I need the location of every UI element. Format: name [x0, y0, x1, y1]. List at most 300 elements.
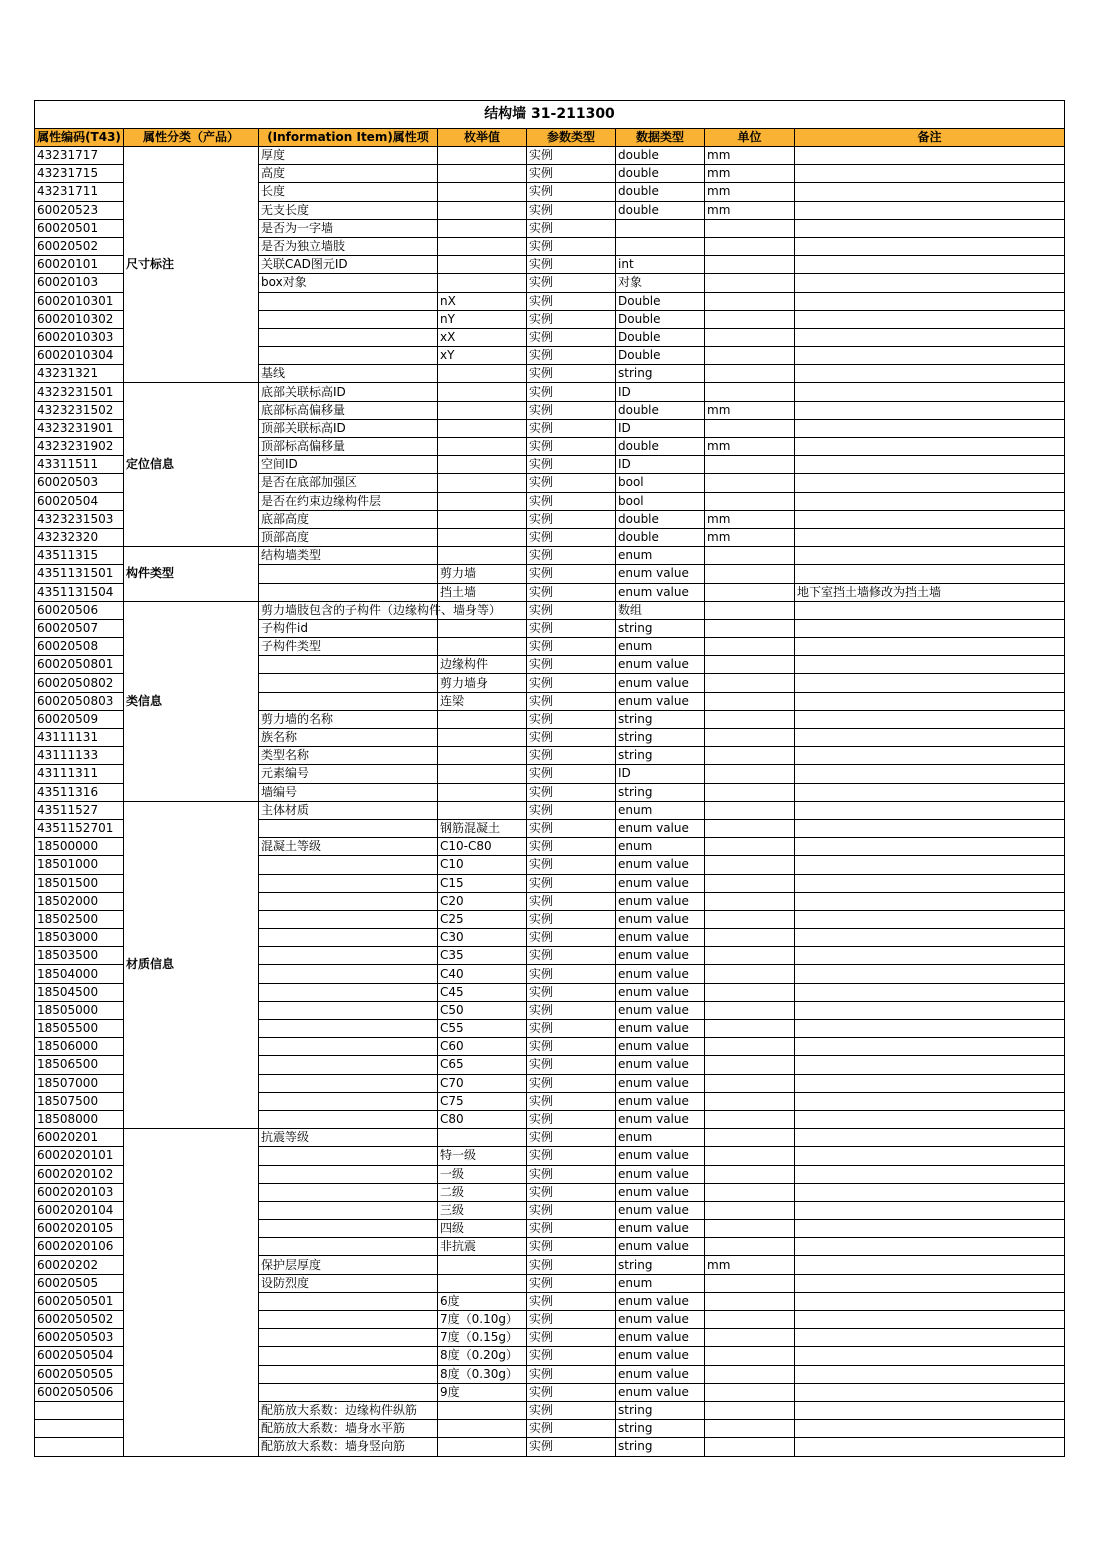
cell-enum: 钢筋混凝土	[438, 819, 527, 837]
cell-param-type: 实例	[527, 601, 616, 619]
cell-unit	[705, 237, 795, 255]
cell-code: 60020201	[35, 1129, 124, 1147]
cell-param-type: 实例	[527, 1329, 616, 1347]
cell-param-type: 实例	[527, 383, 616, 401]
cell-data-type: Double	[616, 347, 705, 365]
cell-data-type: enum	[616, 801, 705, 819]
cell-unit: mm	[705, 1256, 795, 1274]
cell-param-type: 实例	[527, 201, 616, 219]
cell-item	[259, 1038, 438, 1056]
cell-remark	[795, 383, 1065, 401]
cell-data-type: string	[616, 710, 705, 728]
cell-remark	[795, 638, 1065, 656]
cell-remark	[795, 237, 1065, 255]
cell-param-type: 实例	[527, 1147, 616, 1165]
cell-remark	[795, 547, 1065, 565]
cell-data-type: enum value	[616, 565, 705, 583]
cell-item: 族名称	[259, 729, 438, 747]
cell-unit	[705, 1038, 795, 1056]
cell-unit	[705, 310, 795, 328]
category-cell	[124, 1129, 259, 1456]
cell-unit	[705, 1420, 795, 1438]
cell-enum	[438, 383, 527, 401]
cell-data-type: string	[616, 619, 705, 637]
cell-remark	[795, 401, 1065, 419]
cell-enum	[438, 547, 527, 565]
cell-unit	[705, 1201, 795, 1219]
cell-data-type: enum value	[616, 1092, 705, 1110]
cell-remark	[795, 1056, 1065, 1074]
cell-enum: C65	[438, 1056, 527, 1074]
cell-enum: 8度（0.30g）	[438, 1365, 527, 1383]
cell-param-type: 实例	[527, 747, 616, 765]
cell-remark	[795, 929, 1065, 947]
cell-data-type: 对象	[616, 274, 705, 292]
cell-unit	[705, 1365, 795, 1383]
cell-item: 顶部高度	[259, 528, 438, 546]
cell-param-type: 实例	[527, 965, 616, 983]
cell-remark: 地下室挡土墙修改为挡土墙	[795, 583, 1065, 601]
cell-param-type: 实例	[527, 656, 616, 674]
cell-enum	[438, 419, 527, 437]
cell-code: 6002020103	[35, 1183, 124, 1201]
cell-param-type: 实例	[527, 619, 616, 637]
cell-enum	[438, 147, 527, 165]
cell-item	[259, 965, 438, 983]
cell-code: 43231321	[35, 365, 124, 383]
cell-code: 4351131501	[35, 565, 124, 583]
cell-item	[259, 1092, 438, 1110]
cell-remark	[795, 1038, 1065, 1056]
cell-item	[259, 929, 438, 947]
cell-enum	[438, 638, 527, 656]
cell-unit	[705, 983, 795, 1001]
cell-unit	[705, 765, 795, 783]
cell-param-type: 实例	[527, 765, 616, 783]
cell-enum	[438, 365, 527, 383]
cell-param-type: 实例	[527, 1056, 616, 1074]
cell-unit	[705, 1329, 795, 1347]
cell-unit	[705, 656, 795, 674]
cell-param-type: 实例	[527, 838, 616, 856]
cell-data-type: enum value	[616, 947, 705, 965]
cell-item	[259, 656, 438, 674]
cell-remark	[795, 1401, 1065, 1419]
cell-data-type: string	[616, 365, 705, 383]
cell-data-type: enum value	[616, 1311, 705, 1329]
table-body	[35, 147, 1065, 1457]
cell-remark	[795, 474, 1065, 492]
cell-code: 6002020102	[35, 1165, 124, 1183]
cell-code: 43511527	[35, 801, 124, 819]
cell-code: 6002010302	[35, 310, 124, 328]
cell-param-type: 实例	[527, 1256, 616, 1274]
cell-remark	[795, 1020, 1065, 1038]
cell-param-type: 实例	[527, 528, 616, 546]
cell-unit	[705, 347, 795, 365]
cell-unit	[705, 456, 795, 474]
cell-unit	[705, 801, 795, 819]
cell-data-type: enum value	[616, 892, 705, 910]
cell-data-type: string	[616, 1401, 705, 1419]
cell-item: 配筋放大系数：墙身竖向筋	[259, 1438, 438, 1456]
cell-item	[259, 1020, 438, 1038]
cell-item: 墙编号	[259, 783, 438, 801]
cell-enum: C10	[438, 856, 527, 874]
cell-enum	[438, 619, 527, 637]
cell-code: 43231711	[35, 183, 124, 201]
cell-enum: 特一级	[438, 1147, 527, 1165]
cell-data-type: enum value	[616, 1329, 705, 1347]
cell-code: 18501500	[35, 874, 124, 892]
cell-param-type: 实例	[527, 165, 616, 183]
cell-code: 6002020104	[35, 1201, 124, 1219]
cell-param-type: 实例	[527, 1201, 616, 1219]
cell-unit: mm	[705, 183, 795, 201]
cell-enum	[438, 256, 527, 274]
cell-code: 4323231501	[35, 383, 124, 401]
cell-code: 18507500	[35, 1092, 124, 1110]
cell-param-type: 实例	[527, 1183, 616, 1201]
cell-param-type: 实例	[527, 492, 616, 510]
cell-data-type: enum	[616, 547, 705, 565]
cell-code: 60020101	[35, 256, 124, 274]
cell-param-type: 实例	[527, 638, 616, 656]
table-row	[35, 801, 1065, 819]
cell-param-type: 实例	[527, 710, 616, 728]
cell-data-type: enum value	[616, 1001, 705, 1019]
cell-item: 底部高度	[259, 510, 438, 528]
cell-enum	[438, 801, 527, 819]
cell-data-type: double	[616, 201, 705, 219]
cell-remark	[795, 274, 1065, 292]
cell-item: 配筋放大系数：墙身水平筋	[259, 1420, 438, 1438]
cell-data-type: enum value	[616, 1056, 705, 1074]
cell-code: 60020503	[35, 474, 124, 492]
cell-unit	[705, 1274, 795, 1292]
cell-item	[259, 674, 438, 692]
cell-item	[259, 819, 438, 837]
cell-param-type: 实例	[527, 874, 616, 892]
cell-remark	[795, 1147, 1065, 1165]
cell-unit	[705, 601, 795, 619]
cell-item: 空间ID	[259, 456, 438, 474]
cell-code: 60020523	[35, 201, 124, 219]
cell-code: 43511315	[35, 547, 124, 565]
cell-param-type: 实例	[527, 256, 616, 274]
cell-enum: 7度（0.15g）	[438, 1329, 527, 1347]
cell-unit	[705, 419, 795, 437]
sheet-title: 结构墙 31-211300	[35, 101, 1065, 129]
header-data-type: 数据类型	[616, 129, 705, 147]
cell-unit	[705, 674, 795, 692]
cell-data-type: enum value	[616, 674, 705, 692]
cell-remark	[795, 1256, 1065, 1274]
cell-remark	[795, 1383, 1065, 1401]
cell-remark	[795, 1074, 1065, 1092]
cell-enum: xY	[438, 347, 527, 365]
cell-unit	[705, 292, 795, 310]
cell-data-type: double	[616, 528, 705, 546]
cell-remark	[795, 1292, 1065, 1310]
cell-code: 6002010304	[35, 347, 124, 365]
cell-unit	[705, 383, 795, 401]
cell-data-type: enum	[616, 1274, 705, 1292]
cell-enum: C15	[438, 874, 527, 892]
cell-unit	[705, 638, 795, 656]
cell-code: 18505500	[35, 1020, 124, 1038]
cell-code: 18502500	[35, 910, 124, 928]
cell-code: 6002050504	[35, 1347, 124, 1365]
category-cell: 定位信息	[124, 383, 259, 547]
cell-param-type: 实例	[527, 1020, 616, 1038]
cell-enum: 二级	[438, 1183, 527, 1201]
cell-unit	[705, 874, 795, 892]
cell-item: 关联CAD图元ID	[259, 256, 438, 274]
cell-remark	[795, 1183, 1065, 1201]
cell-code: 18505000	[35, 1001, 124, 1019]
cell-param-type: 实例	[527, 1220, 616, 1238]
cell-data-type: enum value	[616, 656, 705, 674]
cell-enum	[438, 528, 527, 546]
cell-enum	[438, 183, 527, 201]
cell-item: 基线	[259, 365, 438, 383]
cell-enum: C30	[438, 929, 527, 947]
cell-param-type: 实例	[527, 1092, 616, 1110]
cell-code: 60020508	[35, 638, 124, 656]
cell-param-type: 实例	[527, 819, 616, 837]
cell-param-type: 实例	[527, 929, 616, 947]
cell-item: 底部标高偏移量	[259, 401, 438, 419]
cell-unit	[705, 1311, 795, 1329]
cell-code: 6002050801	[35, 656, 124, 674]
cell-param-type: 实例	[527, 674, 616, 692]
cell-param-type: 实例	[527, 183, 616, 201]
cell-param-type: 实例	[527, 1311, 616, 1329]
cell-code: 60020103	[35, 274, 124, 292]
cell-param-type: 实例	[527, 565, 616, 583]
cell-item	[259, 1329, 438, 1347]
cell-data-type: enum	[616, 638, 705, 656]
cell-code	[35, 1420, 124, 1438]
header-code: 属性编码(T43)	[35, 129, 124, 147]
cell-param-type: 实例	[527, 1347, 616, 1365]
cell-enum	[438, 510, 527, 528]
cell-item: 是否为独立墙肢	[259, 237, 438, 255]
cell-unit	[705, 1401, 795, 1419]
cell-unit	[705, 1183, 795, 1201]
cell-enum: C40	[438, 965, 527, 983]
cell-param-type: 实例	[527, 1420, 616, 1438]
cell-unit	[705, 929, 795, 947]
attribute-table	[34, 100, 1065, 1457]
cell-data-type: double	[616, 147, 705, 165]
cell-enum	[438, 219, 527, 237]
cell-param-type: 实例	[527, 1038, 616, 1056]
cell-data-type: enum value	[616, 583, 705, 601]
cell-code: 18506500	[35, 1056, 124, 1074]
cell-unit	[705, 547, 795, 565]
cell-unit: mm	[705, 438, 795, 456]
cell-unit	[705, 1129, 795, 1147]
cell-unit: mm	[705, 147, 795, 165]
cell-param-type: 实例	[527, 801, 616, 819]
cell-code: 60020202	[35, 1256, 124, 1274]
cell-param-type: 实例	[527, 1129, 616, 1147]
cell-unit	[705, 274, 795, 292]
cell-item	[259, 1347, 438, 1365]
cell-param-type: 实例	[527, 510, 616, 528]
cell-remark	[795, 1365, 1065, 1383]
cell-remark	[795, 1201, 1065, 1219]
cell-item	[259, 892, 438, 910]
cell-remark	[795, 765, 1065, 783]
cell-code: 6002020106	[35, 1238, 124, 1256]
cell-param-type: 实例	[527, 1165, 616, 1183]
cell-param-type: 实例	[527, 983, 616, 1001]
cell-item: 顶部关联标高ID	[259, 419, 438, 437]
cell-enum: C80	[438, 1110, 527, 1128]
cell-remark	[795, 419, 1065, 437]
cell-code: 18506000	[35, 1038, 124, 1056]
cell-code: 4323231502	[35, 401, 124, 419]
cell-item	[259, 1238, 438, 1256]
cell-enum: xX	[438, 328, 527, 346]
cell-enum	[438, 1274, 527, 1292]
cell-item: 子构件id	[259, 619, 438, 637]
cell-enum: C60	[438, 1038, 527, 1056]
cell-item	[259, 1365, 438, 1383]
cell-item: 是否为一字墙	[259, 219, 438, 237]
cell-data-type: enum value	[616, 1201, 705, 1219]
cell-param-type: 实例	[527, 438, 616, 456]
cell-remark	[795, 892, 1065, 910]
header-param-type: 参数类型	[527, 129, 616, 147]
cell-unit	[705, 474, 795, 492]
cell-remark	[795, 492, 1065, 510]
cell-code: 60020506	[35, 601, 124, 619]
cell-code: 43111133	[35, 747, 124, 765]
cell-remark	[795, 1329, 1065, 1347]
cell-item: 保护层厚度	[259, 1256, 438, 1274]
cell-data-type: enum value	[616, 1165, 705, 1183]
cell-item: 高度	[259, 165, 438, 183]
cell-item	[259, 1147, 438, 1165]
cell-remark	[795, 456, 1065, 474]
cell-data-type: enum	[616, 1129, 705, 1147]
cell-data-type: enum value	[616, 929, 705, 947]
cell-data-type: ID	[616, 765, 705, 783]
cell-data-type: enum value	[616, 1110, 705, 1128]
cell-data-type: enum value	[616, 983, 705, 1001]
cell-unit	[705, 219, 795, 237]
cell-enum: C75	[438, 1092, 527, 1110]
cell-data-type: int	[616, 256, 705, 274]
cell-remark	[795, 910, 1065, 928]
table-row	[35, 147, 1065, 165]
cell-code: 43511316	[35, 783, 124, 801]
cell-item	[259, 1183, 438, 1201]
cell-remark	[795, 838, 1065, 856]
cell-unit	[705, 856, 795, 874]
cell-data-type: double	[616, 165, 705, 183]
cell-code: 18501000	[35, 856, 124, 874]
cell-data-type: double	[616, 510, 705, 528]
cell-param-type: 实例	[527, 219, 616, 237]
cell-remark	[795, 347, 1065, 365]
cell-code: 6002020105	[35, 1220, 124, 1238]
cell-unit	[705, 819, 795, 837]
cell-enum	[438, 165, 527, 183]
cell-remark	[795, 510, 1065, 528]
cell-item	[259, 310, 438, 328]
cell-unit	[705, 1074, 795, 1092]
cell-remark	[795, 1001, 1065, 1019]
cell-code: 6002050503	[35, 1329, 124, 1347]
cell-data-type: enum	[616, 838, 705, 856]
cell-enum	[438, 710, 527, 728]
cell-param-type: 实例	[527, 401, 616, 419]
cell-remark	[795, 165, 1065, 183]
cell-param-type: 实例	[527, 147, 616, 165]
cell-remark	[795, 710, 1065, 728]
cell-enum	[438, 1256, 527, 1274]
cell-data-type: double	[616, 438, 705, 456]
cell-unit	[705, 965, 795, 983]
cell-code: 60020501	[35, 219, 124, 237]
cell-param-type: 实例	[527, 1274, 616, 1292]
cell-param-type: 实例	[527, 474, 616, 492]
table-row	[35, 547, 1065, 565]
cell-remark	[795, 183, 1065, 201]
cell-data-type: ID	[616, 383, 705, 401]
cell-item	[259, 1056, 438, 1074]
cell-unit	[705, 1347, 795, 1365]
cell-remark	[795, 1129, 1065, 1147]
cell-code: 18500000	[35, 838, 124, 856]
cell-item	[259, 692, 438, 710]
cell-param-type: 实例	[527, 274, 616, 292]
cell-data-type: ID	[616, 456, 705, 474]
cell-remark	[795, 801, 1065, 819]
cell-enum: 9度	[438, 1383, 527, 1401]
cell-enum: 边缘构件	[438, 656, 527, 674]
cell-unit	[705, 1220, 795, 1238]
cell-param-type: 实例	[527, 1365, 616, 1383]
cell-code: 18502000	[35, 892, 124, 910]
cell-unit	[705, 729, 795, 747]
cell-enum: C70	[438, 1074, 527, 1092]
cell-code: 6002050502	[35, 1311, 124, 1329]
cell-code: 4323231503	[35, 510, 124, 528]
cell-unit	[705, 1438, 795, 1456]
cell-code: 43232320	[35, 528, 124, 546]
cell-remark	[795, 1092, 1065, 1110]
cell-enum: 8度（0.20g）	[438, 1347, 527, 1365]
cell-unit: mm	[705, 528, 795, 546]
cell-enum: C50	[438, 1001, 527, 1019]
cell-code: 60020505	[35, 1274, 124, 1292]
header-unit: 单位	[705, 129, 795, 147]
cell-enum: C45	[438, 983, 527, 1001]
cell-item	[259, 856, 438, 874]
cell-item: 剪力墙的名称	[259, 710, 438, 728]
cell-data-type: string	[616, 1256, 705, 1274]
cell-param-type: 实例	[527, 310, 616, 328]
cell-code: 4351131504	[35, 583, 124, 601]
cell-enum	[438, 765, 527, 783]
cell-code: 18507000	[35, 1074, 124, 1092]
